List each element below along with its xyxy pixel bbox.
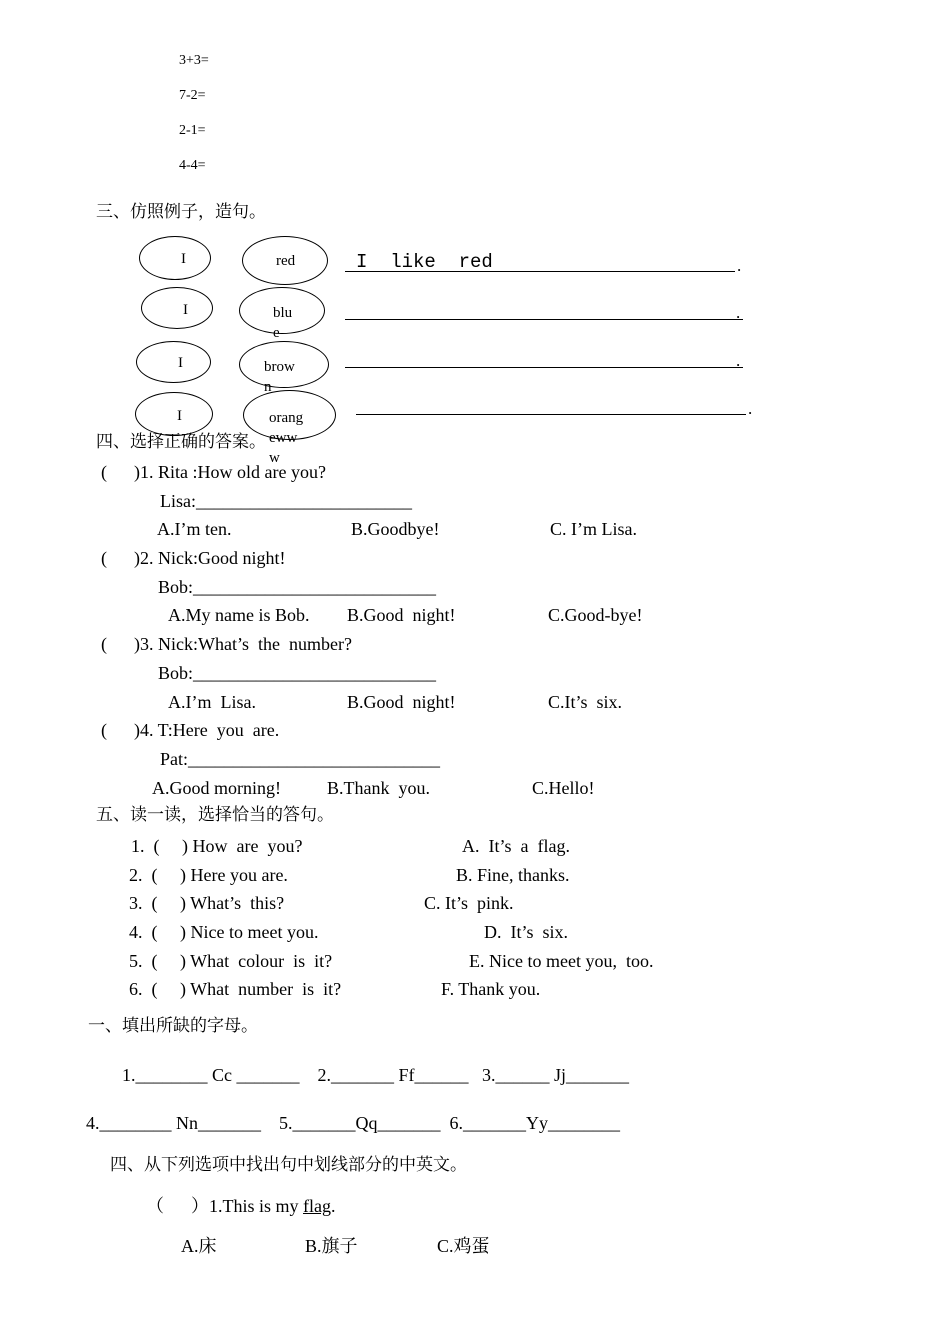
option-c: C.Hello!: [532, 778, 595, 798]
question: ( )4. T:Here you are.: [101, 720, 280, 740]
math-line: 2-1=: [179, 123, 206, 138]
vocab-question: （ ）1.This is my flag.: [146, 1196, 336, 1216]
answer-line: [345, 367, 743, 368]
section-3-heading: 三、仿照例子，造句。: [96, 202, 266, 222]
letters-line-1: 1.________ Cc _______ 2._______ Ff______ 3.______ Jj_______: [122, 1065, 630, 1085]
match-answer: C. It’s pink.: [424, 893, 514, 913]
match-answer: F. Thank you.: [441, 979, 541, 999]
answer-line: [356, 414, 746, 415]
underlined-word: flag: [303, 1196, 331, 1216]
match-question: 5. ( ) What colour is it?: [129, 951, 333, 971]
match-answer: E. Nice to meet you, too.: [469, 951, 654, 971]
sentence-end: .: [737, 256, 742, 275]
question: ( )3. Nick:What’s the number?: [101, 634, 352, 654]
match-question: 3. ( ) What’s this?: [129, 893, 285, 913]
response-blank: Pat:____________________________: [160, 749, 441, 769]
question: ( )1. Rita :How old are you?: [101, 462, 326, 482]
option-a: A.My name is Bob.: [168, 605, 310, 625]
letters-line-2: 4.________ Nn_______ 5._______Qq_______ 6._______Yy________: [86, 1113, 620, 1133]
option-b: B.Good night!: [347, 605, 456, 625]
section-5-heading: 五、读一读，选择恰当的答句。: [96, 805, 334, 825]
option-c: C.鸡蛋: [437, 1236, 490, 1256]
section-letters-heading: 一、填出所缺的字母。: [88, 1016, 258, 1036]
option-c: C. I’m Lisa.: [550, 519, 637, 539]
option-a: A.I’m ten.: [157, 519, 232, 539]
math-line: 7-2=: [179, 88, 206, 103]
sentence-end: .: [736, 351, 741, 370]
match-answer: D. It’s six.: [484, 922, 569, 942]
option-b: B.Goodbye!: [351, 519, 440, 539]
match-answer: A. It’s a flag.: [462, 836, 570, 856]
math-line: 3+3=: [179, 53, 209, 68]
color-oval: orang eww w: [243, 390, 336, 440]
color-oval: blu e: [239, 287, 325, 334]
section-4-heading: 四、选择正确的答案。: [96, 432, 266, 452]
option-c: C.Good-bye!: [548, 605, 643, 625]
response-blank: Bob:___________________________: [158, 663, 437, 683]
answer-line: [345, 319, 743, 320]
subject-oval: I: [136, 341, 211, 383]
subject-oval: I: [141, 287, 213, 329]
question: ( )2. Nick:Good night!: [101, 548, 286, 568]
sentence-end: .: [736, 303, 741, 322]
match-answer: B. Fine, thanks.: [456, 865, 570, 885]
color-oval: brow n: [239, 341, 329, 388]
option-b: B.Thank you.: [327, 778, 430, 798]
match-question: 1. ( ) How are you?: [131, 836, 303, 856]
section-vocab-heading: 四、从下列选项中找出句中划线部分的中英文。: [110, 1155, 467, 1175]
option-b: B.Good night!: [347, 692, 456, 712]
match-question: 6. ( ) What number is it?: [129, 979, 342, 999]
sentence-end: .: [748, 399, 753, 418]
subject-oval: I: [139, 236, 211, 280]
response-blank: Lisa:________________________: [160, 491, 412, 511]
option-a: A.Good morning!: [152, 778, 281, 798]
option-a: A.床: [181, 1236, 217, 1256]
match-question: 2. ( ) Here you are.: [129, 865, 288, 885]
math-line: 4-4=: [179, 158, 206, 173]
option-b: B.旗子: [305, 1236, 358, 1256]
subject-oval: I: [135, 392, 213, 436]
answer-line: [345, 271, 735, 272]
response-blank: Bob:___________________________: [158, 577, 437, 597]
color-oval: red: [242, 236, 328, 285]
option-a: A.I’m Lisa.: [168, 692, 256, 712]
match-question: 4. ( ) Nice to meet you.: [129, 922, 319, 942]
option-c: C.It’s six.: [548, 692, 623, 712]
example-answer: I like red: [356, 251, 493, 273]
